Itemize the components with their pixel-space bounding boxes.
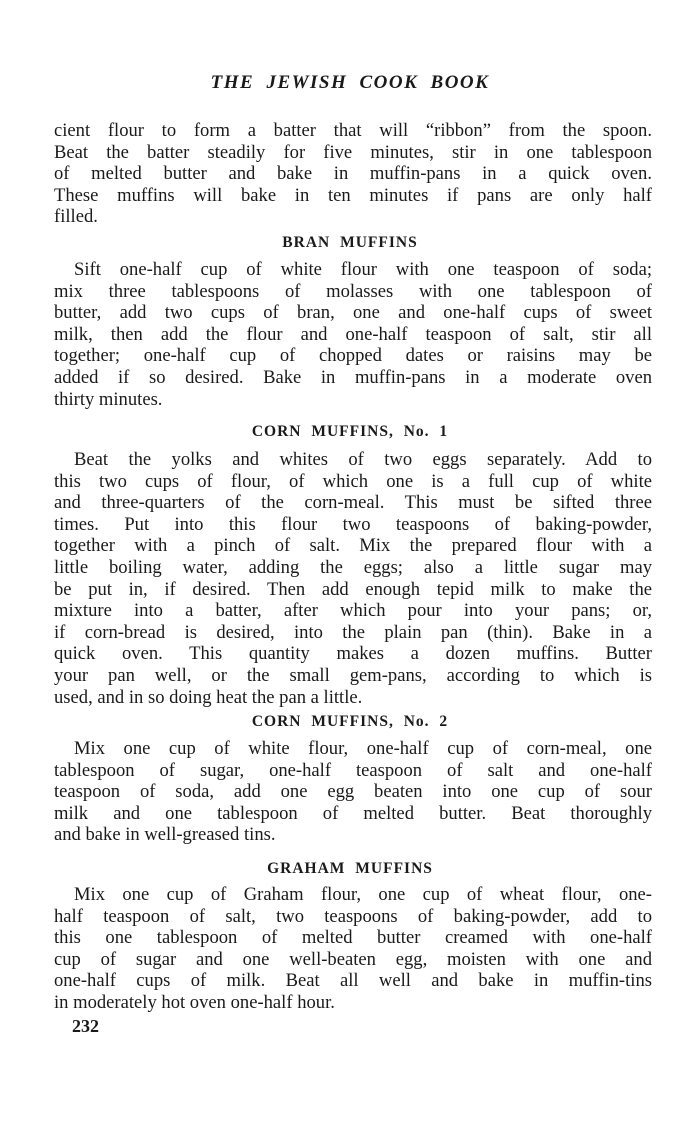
text-line: this two cups of flour, of which one is a full cup of white [54, 470, 652, 492]
recipe-body-corn-muffins-1 [54, 449, 652, 708]
text-line: in moderately hot oven one-half hour. [54, 991, 335, 1013]
recipe-heading-graham-muffins: GRAHAM MUFFINS [267, 860, 433, 877]
text-line: Mix one cup of white flour, one-half cup of corn-meal, one [74, 738, 652, 759]
text-line: be put in, if desired. Then add enough tepid milk to make the [54, 578, 652, 600]
page-number: 232 [72, 1016, 99, 1036]
recipe-body-bran-muffins [54, 259, 652, 410]
text-line: together; one-half cup of chopped dates or raisins may be [54, 345, 652, 367]
recipe-heading-bran-muffins: BRAN MUFFINS [282, 234, 418, 251]
text-line: Mix one cup of Graham flour, one cup of wheat flour, one- [74, 884, 652, 905]
continuation-paragraph [54, 120, 652, 228]
text-line: mix three tablespoons of molasses with one tablespoon of [54, 280, 652, 302]
text-line: used, and in so doing heat the pan a little. [54, 686, 363, 708]
text-line: tablespoon of sugar, one-half teaspoon of salt and one-half [54, 759, 652, 781]
text-line: added if so desired. Bake in muffin-pans in a moderate oven [54, 366, 652, 388]
text-line: butter, add two cups of bran, one and one-half cups of sweet [54, 302, 652, 324]
text-line: and bake in well-greased tins. [54, 824, 276, 846]
recipe-heading-corn-muffins-1: CORN MUFFINS, No. 1 [251, 423, 449, 440]
text-line: together with a pinch of salt. Mix the prepared flour with a [54, 535, 652, 557]
running-head: THE JEWISH COOK BOOK [210, 72, 490, 93]
text-line: times. Put into this flour two teaspoons of baking-powder, [54, 513, 652, 535]
text-line: cup of sugar and one well-beaten egg, moisten with one and [54, 948, 652, 970]
recipe-body-graham-muffins [54, 884, 652, 1014]
text-line: milk, then add the flour and one-half teaspoon of salt, stir all [54, 323, 652, 345]
text-line: teaspoon of soda, add one egg beaten into one cup of sour [54, 781, 652, 803]
recipe-body-corn-muffins-2 [54, 738, 652, 846]
text-line: of melted butter and bake in muffin-pans in a quick oven. [54, 163, 652, 185]
text-line: thirty minutes. [54, 388, 163, 410]
text-line: quick oven. This quantity makes a dozen muffins. Butter [54, 643, 652, 665]
text-line: These muffins will bake in ten minutes if pans are only half [54, 184, 652, 206]
recipe-heading-corn-muffins-2: CORN MUFFINS, No. 2 [251, 713, 449, 730]
text-line: this one tablespoon of melted butter creamed with one-half [54, 927, 652, 949]
text-line: half teaspoon of salt, two teaspoons of baking-powder, add to [54, 905, 652, 927]
text-line: Sift one-half cup of white flour with one teaspoon of soda; [74, 259, 652, 280]
text-line: filled. [54, 206, 98, 228]
text-line: Beat the yolks and whites of two eggs separately. Add to [74, 449, 652, 470]
text-line: and three-quarters of the corn-meal. This must be sifted three [54, 492, 652, 514]
text-line: your pan well, or the small gem-pans, according to which is [54, 664, 652, 686]
text-line: milk and one tablespoon of melted butter. Beat thoroughly [54, 802, 652, 824]
text-line: little boiling water, adding the eggs; also a little sugar may [54, 556, 652, 578]
text-line: one-half cups of milk. Beat all well and bake in muffin-tins [54, 970, 652, 992]
text-line: mixture into a batter, after which pour into your pans; or, [54, 600, 652, 622]
text-line: cient flour to form a batter that will “ribbon” from the spoon. [54, 120, 652, 141]
text-line: if corn-bread is desired, into the plain pan (thin). Bake in a [54, 621, 652, 643]
text-line: Beat the batter steadily for five minutes, stir in one tablespoon [54, 141, 652, 163]
